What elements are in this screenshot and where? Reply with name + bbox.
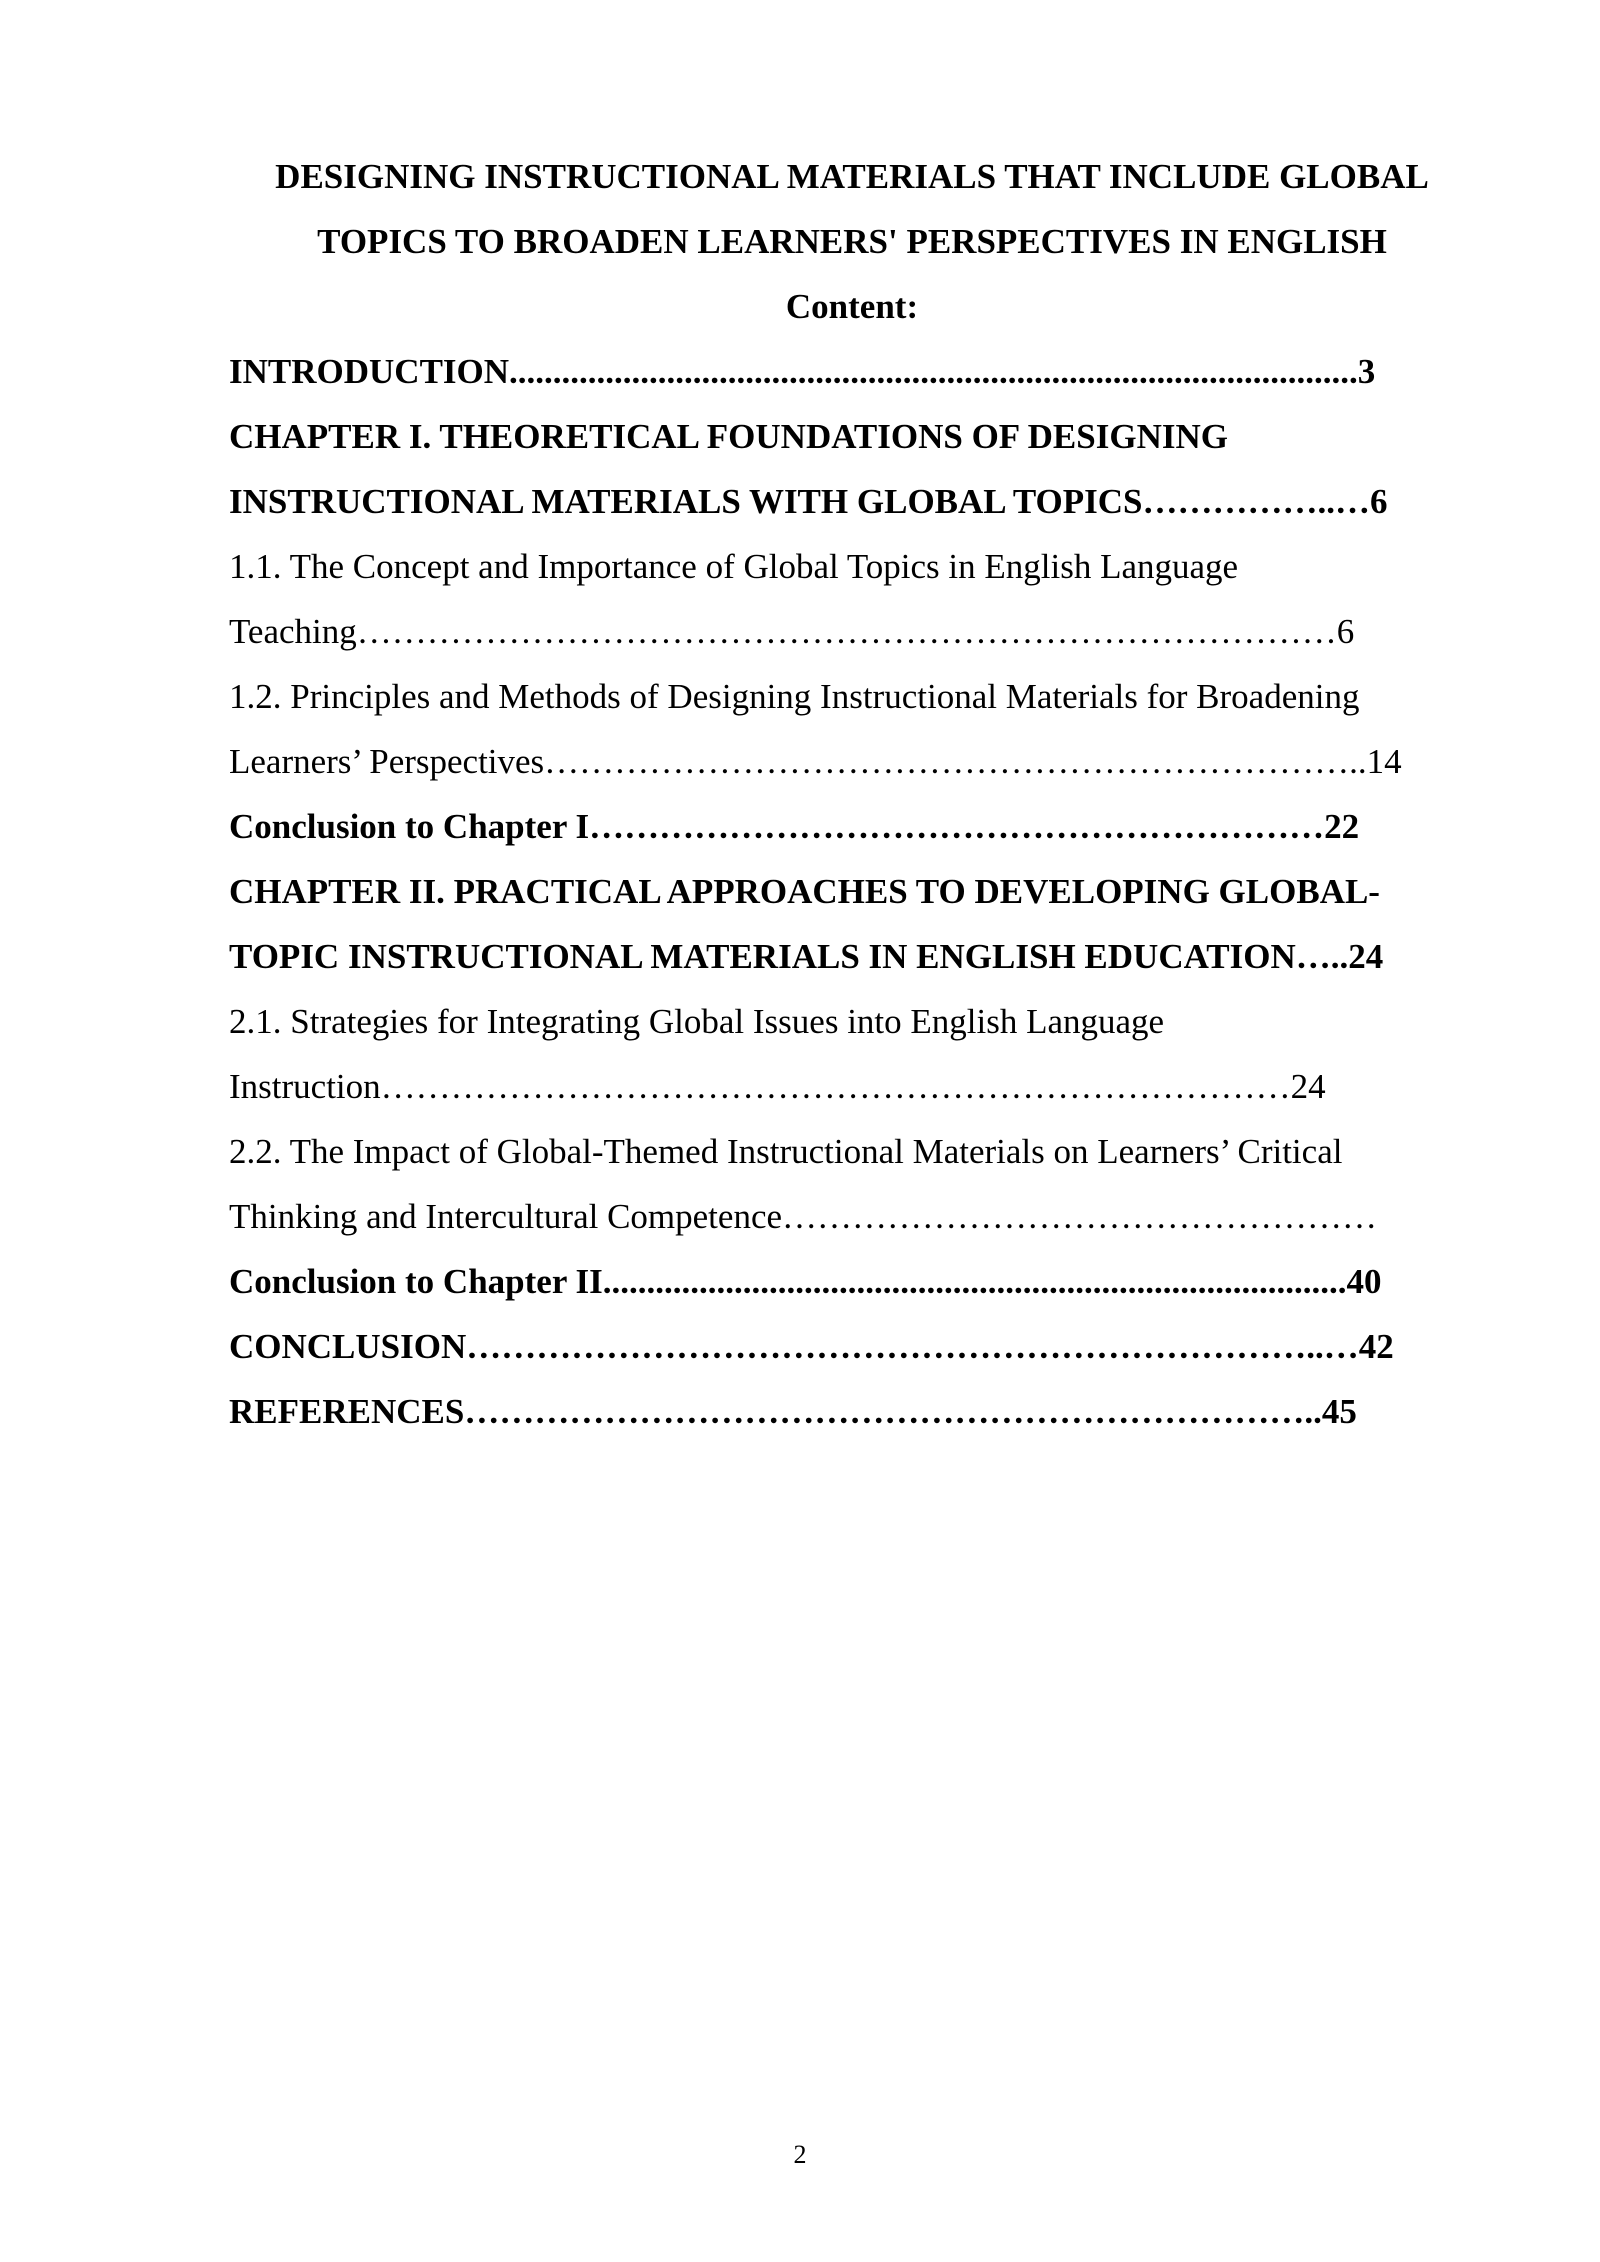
toc-chapter-1-title-continued: INSTRUCTIONAL MATERIALS WITH GLOBAL TOPICS……………..…6 <box>229 482 1388 521</box>
document-title-line-2: TOPICS TO BROADEN LEARNERS' PERSPECTIVES IN ENGLISH <box>317 222 1387 261</box>
toc-conclusion: CONCLUSION………………………………………………………………..…42 <box>229 1327 1394 1366</box>
toc-section-1-1-continued: Teaching…………………………………………………………………………6 <box>229 612 1355 651</box>
document-title-line-1: DESIGNING INSTRUCTIONAL MATERIALS THAT INCLUDE GLOBAL <box>275 157 1429 196</box>
toc-chapter-2-title-continued: TOPIC INSTRUCTIONAL MATERIALS IN ENGLISH EDUCATION…..24 <box>229 937 1384 976</box>
toc-chapter-2-title: CHAPTER II. PRACTICAL APPROACHES TO DEVELOPING GLOBAL- <box>229 872 1380 911</box>
toc-section-2-1-continued: Instruction……………………………………………………………………24 <box>229 1067 1326 1106</box>
toc-conclusion-chapter-2: Conclusion to Chapter II.....................................................................................40 <box>229 1262 1382 1301</box>
page-number: 2 <box>793 2140 807 2169</box>
toc-section-2-2: 2.2. The Impact of Global-Themed Instructional Materials on Learners’ Critical <box>229 1132 1343 1171</box>
toc-chapter-1-title: CHAPTER I. THEORETICAL FOUNDATIONS OF DESIGNING <box>229 417 1228 456</box>
table-of-contents <box>229 339 1485 1444</box>
content-heading: Content: <box>785 287 919 326</box>
toc-introduction: INTRODUCTION.................................................................................................3 <box>229 352 1376 391</box>
toc-references: REFERENCES………………………………………………………………..45 <box>229 1392 1357 1431</box>
toc-section-1-2: 1.2. Principles and Methods of Designing Instructional Materials for Broadening <box>229 677 1360 716</box>
toc-section-1-2-continued: Learners’ Perspectives……………………………………………………………..14 <box>229 742 1402 781</box>
toc-conclusion-chapter-1: Conclusion to Chapter I………………………………………………………22 <box>229 807 1360 846</box>
toc-section-2-1: 2.1. Strategies for Integrating Global Issues into English Language <box>229 1002 1165 1041</box>
toc-section-2-2-continued: Thinking and Intercultural Competence…………………………………………… <box>229 1197 1378 1236</box>
toc-section-1-1: 1.1. The Concept and Importance of Global Topics in English Language <box>229 547 1239 586</box>
